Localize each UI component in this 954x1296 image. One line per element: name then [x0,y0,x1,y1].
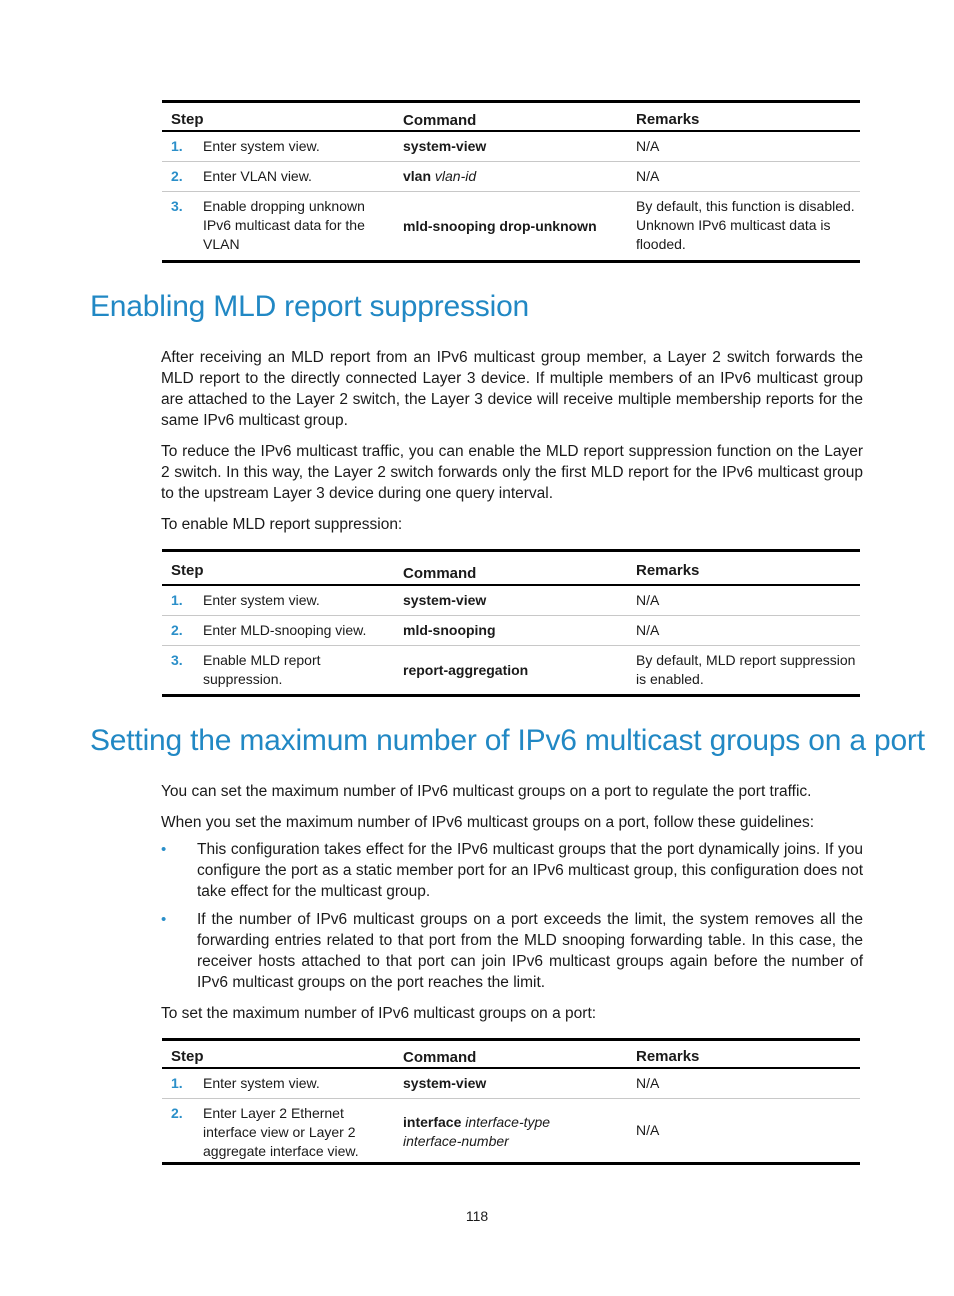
table-header [162,1041,860,1069]
remarks-text: N/A [636,138,660,154]
header-command: Command [403,112,477,129]
command-keyword: interface [403,1114,462,1130]
step-number: 1. [171,592,183,608]
remarks-text: N/A [636,1075,660,1091]
paragraph: To set the maximum number of IPv6 multicast groups on a port: [161,1005,597,1022]
header-remarks: Remarks [636,1048,700,1065]
step-text: Enter system view. [203,138,320,154]
command-argument: interface-type interface-number [403,1114,551,1149]
command-table-drop-unknown [162,100,860,263]
command-keyword: report-aggregation [403,661,529,678]
table-header [162,552,860,586]
step-number: 1. [171,1075,183,1091]
step-number: 2. [171,1105,183,1121]
command-keyword: system-view [403,138,487,154]
header-command: Command [403,1049,477,1066]
table-row [162,192,860,263]
step-number: 1. [171,138,183,154]
remarks-text: N/A [636,168,660,184]
remarks-text: N/A [636,622,660,638]
header-step: Step [171,1048,204,1065]
table-row [162,1099,860,1165]
command-keyword: mld-snooping [403,622,496,638]
paragraph: After receiving an MLD report from an IPv6 multicast group member, a Layer 2 switch forwards the MLD report to the directly connected Layer 3 device. If multiple members of an IPv6 multicast group are attached to the Layer 2 switch, the Layer 3 device will receive multiple membership reports for the same IPv6 multicast group. [161,349,863,429]
header-step: Step [171,111,204,128]
step-text: Enter system view. [203,1075,320,1091]
header-step: Step [171,562,204,579]
table-row [162,616,860,646]
bullet-text: If the number of IPv6 multicast groups on a port exceeds the limit, the system removes all the forwarding entries related to that port from the MLD snooping forwarding table. In this case, the receiver hosts attached to that port can join IPv6 multicast groups again before the number of IPv6 multicast groups on the port reaches the limit. [197,911,863,991]
step-text: Enable MLD report suppression. [203,652,321,687]
table-row [162,586,860,616]
step-text: Enter system view. [203,592,320,608]
paragraph: To reduce the IPv6 multicast traffic, you can enable the MLD report suppression function on the Layer 2 switch. In this way, the Layer 2 switch forwards only the first MLD report for the IPv6 multicast group to the upstream Layer 3 device during one query interval. [161,443,863,502]
paragraph: To enable MLD report suppression: [161,516,403,533]
command-table-max-groups [162,1038,860,1165]
remarks-text: N/A [636,592,660,608]
step-number: 3. [171,652,183,668]
step-number: 2. [171,168,183,184]
step-text: Enter MLD-snooping view. [203,622,367,638]
bullet-item [161,839,863,902]
command-keyword: mld-snooping drop-unknown [403,217,597,234]
command-table-report-suppression [162,549,860,697]
remarks-text: By default, MLD report suppression is enabled. [636,652,856,687]
header-remarks: Remarks [636,111,700,128]
header-remarks: Remarks [636,562,700,579]
bullet-dot-icon: • [161,841,167,858]
paragraph: You can set the maximum number of IPv6 multicast groups on a port to regulate the port traffic. [161,783,812,800]
section-heading-report-suppression: Enabling MLD report suppression [90,290,530,323]
table-header [162,103,860,132]
table-row [162,132,860,162]
page-number: 118 [465,1208,489,1224]
bullet-item [161,909,863,993]
table-row [162,646,860,697]
bullet-text: This configuration takes effect for the IPv6 multicast groups that the port dynamically joins. If you configure the port as a static member port for an IPv6 multicast group, this configuration does not take effect for the multicast group. [197,841,863,900]
table-row [162,1069,860,1099]
step-text: Enable dropping unknown IPv6 multicast data for the VLAN [203,198,365,252]
step-text: Enter Layer 2 Ethernet interface view or Layer 2 aggregate interface view. [203,1105,359,1159]
bullet-dot-icon: • [161,911,167,928]
step-text: Enter VLAN view. [203,168,312,184]
step-number: 2. [171,622,183,638]
table-row [162,162,860,192]
paragraph: When you set the maximum number of IPv6 multicast groups on a port, follow these guidelines: [161,814,815,831]
command-argument: vlan-id [434,168,477,184]
command-keyword: system-view [403,592,487,608]
command-keyword: system-view [403,1075,487,1091]
remarks-text: N/A [636,1122,660,1138]
step-number: 3. [171,198,183,214]
remarks-text: By default, this function is disabled. Unknown IPv6 multicast data is flooded. [636,198,855,252]
section-heading-max-groups: Setting the maximum number of IPv6 multicast groups on a port [90,724,925,757]
command-keyword: vlan [403,168,432,184]
header-command: Command [403,564,477,582]
